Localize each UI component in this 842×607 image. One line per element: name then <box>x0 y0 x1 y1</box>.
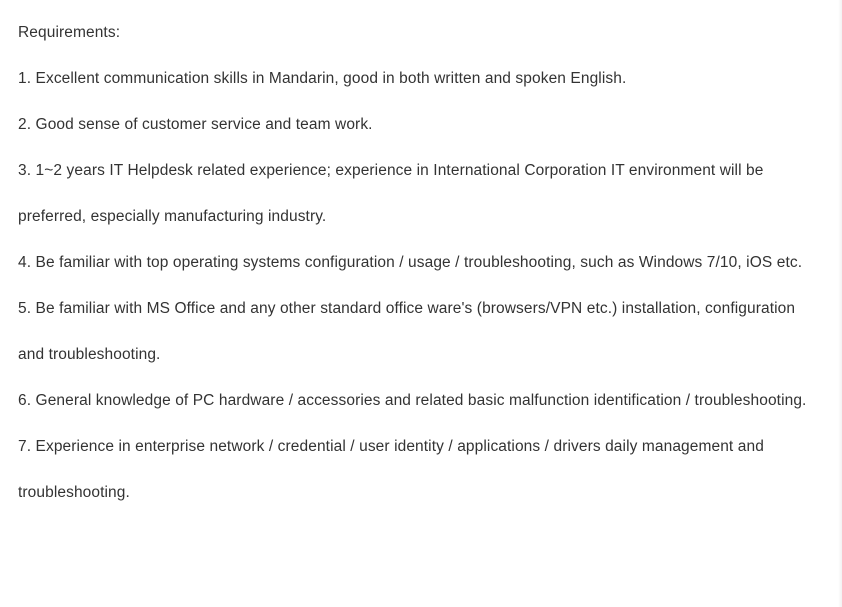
requirements-heading: Requirements: <box>18 24 121 41</box>
document-body <box>18 10 822 516</box>
requirement-item-2: 2. Good sense of customer service and team work. <box>18 116 373 133</box>
requirement-item-7: 7. Experience in enterprise network / credential / user identity / applications / drivers daily management and troubleshooting. <box>18 438 764 501</box>
requirement-item-3: 3. 1~2 years IT Helpdesk related experience; experience in International Corporation IT environment will be preferred, especially manufacturing industry. <box>18 162 764 225</box>
requirement-item-6: 6. General knowledge of PC hardware / accessories and related basic malfunction identification / troubleshooting. <box>18 392 807 409</box>
requirement-item-1: 1. Excellent communication skills in Mandarin, good in both written and spoken English. <box>18 70 627 87</box>
requirement-item-4: 4. Be familiar with top operating systems configuration / usage / troubleshooting, such as Windows 7/10, iOS etc. <box>18 254 803 271</box>
requirement-item-5: 5. Be familiar with MS Office and any other standard office ware's (browsers/VPN etc.) installation, configuration and troubleshooting. <box>18 300 796 363</box>
right-edge-shadow <box>838 0 842 607</box>
